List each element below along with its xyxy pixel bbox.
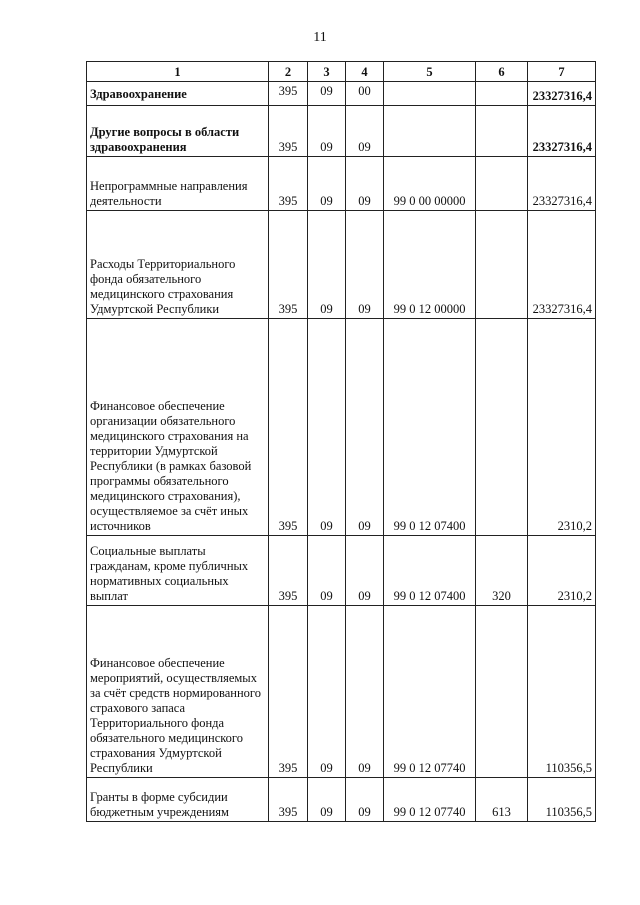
row-name: Социальные выплаты гражданам, кроме публичных нормативных социальных выплат <box>87 536 269 606</box>
cell-amount: 110356,5 <box>528 606 596 778</box>
cell-subsection: 09 <box>346 778 384 822</box>
cell-expense-type <box>476 211 528 319</box>
cell-code: 395 <box>269 157 308 211</box>
cell-section: 09 <box>308 778 346 822</box>
cell-expense-type <box>476 319 528 536</box>
cell-target: 99 0 12 07400 <box>384 319 476 536</box>
cell-amount: 23327316,4 <box>528 82 596 106</box>
cell-code: 395 <box>269 82 308 106</box>
cell-section: 09 <box>308 106 346 157</box>
cell-expense-type <box>476 106 528 157</box>
cell-section: 09 <box>308 211 346 319</box>
cell-section: 09 <box>308 319 346 536</box>
row-name: Другие вопросы в области здравоохранения <box>87 106 269 157</box>
table-header-row <box>87 62 596 82</box>
cell-target: 99 0 00 00000 <box>384 157 476 211</box>
cell-expense-type <box>476 157 528 211</box>
cell-section: 09 <box>308 536 346 606</box>
header-col-2: 2 <box>269 62 308 82</box>
cell-section: 09 <box>308 82 346 106</box>
table-row <box>87 157 596 211</box>
cell-subsection: 09 <box>346 319 384 536</box>
row-name: Финансовое обеспечение организации обязательного медицинского страхования на территории Удмуртской Республики (в рамках базовой программы обязательного медицинского страхования), осуществляемое за счёт иных источников <box>87 319 269 536</box>
table-row <box>87 319 596 536</box>
cell-code: 395 <box>269 536 308 606</box>
cell-subsection: 00 <box>346 82 384 106</box>
cell-amount: 2310,2 <box>528 536 596 606</box>
page-number: 11 <box>313 30 327 45</box>
table-row <box>87 606 596 778</box>
cell-code: 395 <box>269 778 308 822</box>
cell-code: 395 <box>269 106 308 157</box>
header-col-1: 1 <box>87 62 269 82</box>
cell-code: 395 <box>269 319 308 536</box>
header-col-6: 6 <box>476 62 528 82</box>
cell-section: 09 <box>308 157 346 211</box>
table-row <box>87 82 596 106</box>
cell-target <box>384 106 476 157</box>
cell-target: 99 0 12 07740 <box>384 778 476 822</box>
header-col-4: 4 <box>346 62 384 82</box>
row-name: Здравоохранение <box>87 82 269 106</box>
row-name: Финансовое обеспечение мероприятий, осуществляемых за счёт средств нормированного страхового запаса Территориального фонда обязательного медицинского страхования Удмуртской Республики <box>87 606 269 778</box>
cell-section: 09 <box>308 606 346 778</box>
cell-code: 395 <box>269 211 308 319</box>
cell-subsection: 09 <box>346 157 384 211</box>
cell-amount: 110356,5 <box>528 778 596 822</box>
budget-table <box>86 61 596 822</box>
row-name: Расходы Территориального фонда обязательного медицинского страхования Удмуртской Республики <box>87 211 269 319</box>
cell-amount: 2310,2 <box>528 319 596 536</box>
header-col-7: 7 <box>528 62 596 82</box>
cell-target: 99 0 12 00000 <box>384 211 476 319</box>
cell-expense-type: 320 <box>476 536 528 606</box>
cell-subsection: 09 <box>346 536 384 606</box>
table-row <box>87 536 596 606</box>
cell-amount: 23327316,4 <box>528 211 596 319</box>
header-col-5: 5 <box>384 62 476 82</box>
cell-code: 395 <box>269 606 308 778</box>
cell-amount: 23327316,4 <box>528 106 596 157</box>
row-name: Гранты в форме субсидии бюджетным учреждениям <box>87 778 269 822</box>
table-row <box>87 211 596 319</box>
cell-subsection: 09 <box>346 606 384 778</box>
cell-subsection: 09 <box>346 211 384 319</box>
cell-expense-type <box>476 82 528 106</box>
row-name: Непрограммные направления деятельности <box>87 157 269 211</box>
cell-target <box>384 82 476 106</box>
header-col-3: 3 <box>308 62 346 82</box>
cell-expense-type <box>476 606 528 778</box>
table-row <box>87 778 596 822</box>
cell-target: 99 0 12 07400 <box>384 536 476 606</box>
cell-subsection: 09 <box>346 106 384 157</box>
table-row <box>87 106 596 157</box>
cell-expense-type: 613 <box>476 778 528 822</box>
cell-amount: 23327316,4 <box>528 157 596 211</box>
cell-target: 99 0 12 07740 <box>384 606 476 778</box>
